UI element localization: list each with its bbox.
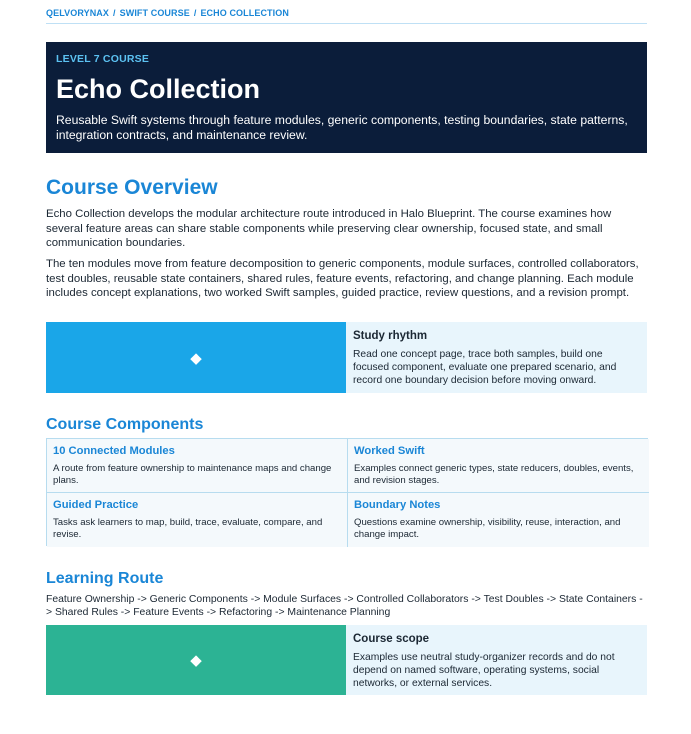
overview-paragraph: Echo Collection develops the modular architecture route introduced in Halo Blueprint. The course examines how several feature areas can share stable components while preserving clear ownership, focused state, and small communication boundaries. [46, 208, 612, 250]
breadcrumb-separator: / [193, 8, 197, 18]
route-heading: Learning Route [46, 570, 164, 587]
course-scope-callout [46, 625, 647, 695]
component-card [47, 439, 348, 493]
component-title: Guided Practice [53, 499, 139, 511]
page-title: Echo Collection [56, 74, 261, 104]
component-card [348, 493, 649, 547]
callout-text: Read one concept page, trace both samples, build one focused component, evaluate one prepared scenario, and record one boundary decision before moving onward. [353, 349, 617, 386]
component-text: A route from feature ownership to maintenance maps and change plans. [53, 463, 332, 486]
component-card [348, 439, 649, 493]
breadcrumb-item-course[interactable]: SWIFT COURSE [119, 8, 190, 18]
callout-text: Examples use neutral study-organizer records and do not depend on named software, operating systems, social networks, or external services. [353, 652, 615, 689]
components-heading: Course Components [46, 416, 204, 433]
diamond-icon: ◆ [46, 625, 346, 695]
study-rhythm-callout [46, 322, 647, 393]
component-title: Worked Swift [354, 445, 425, 457]
callout-body [346, 625, 647, 695]
course-hero [46, 42, 647, 153]
overview-heading: Course Overview [46, 176, 218, 199]
component-title: 10 Connected Modules [53, 445, 175, 457]
component-text: Tasks ask learners to map, build, trace, evaluate, compare, and revise. [53, 517, 323, 540]
components-grid [46, 438, 648, 546]
course-level: LEVEL 7 COURSE [56, 53, 150, 65]
breadcrumb-separator: / [113, 8, 116, 18]
callout-body [346, 322, 647, 393]
breadcrumb-item-current: ECHO COLLECTION [200, 8, 289, 18]
callout-title: Study rhythm [353, 330, 428, 342]
component-card [47, 493, 348, 547]
breadcrumb-item-site[interactable]: QELVORYNAX [46, 8, 110, 18]
component-title: Boundary Notes [354, 499, 441, 511]
page-subtitle: Reusable Swift systems through feature modules, generic components, testing boundaries, state patterns, integration contracts, and maintenance review. [56, 113, 628, 142]
route-text: Feature Ownership -> Generic Components -> Module Surfaces -> Controlled Collaborators -> Test Doubles -> State Containers -> Shared Rules -> Feature Events -> Refactoring -> Maintenance Planning [46, 594, 643, 618]
breadcrumb [46, 8, 647, 24]
component-text: Questions examine ownership, visibility, reuse, interaction, and change impact. [354, 517, 621, 540]
component-text: Examples connect generic types, state reducers, doubles, events, and revision stages. [354, 463, 634, 486]
diamond-icon: ◆ [46, 322, 346, 393]
overview-paragraph: The ten modules move from feature decomposition to generic components, module surfaces, controlled collaborators, test doubles, reusable state containers, shared rules, feature events, refactoring, and change planning. Each module includes concept explanations, two worked Swift samples, guided practice, review questions, and a revision prompt. [46, 258, 639, 300]
callout-title: Course scope [353, 633, 430, 645]
